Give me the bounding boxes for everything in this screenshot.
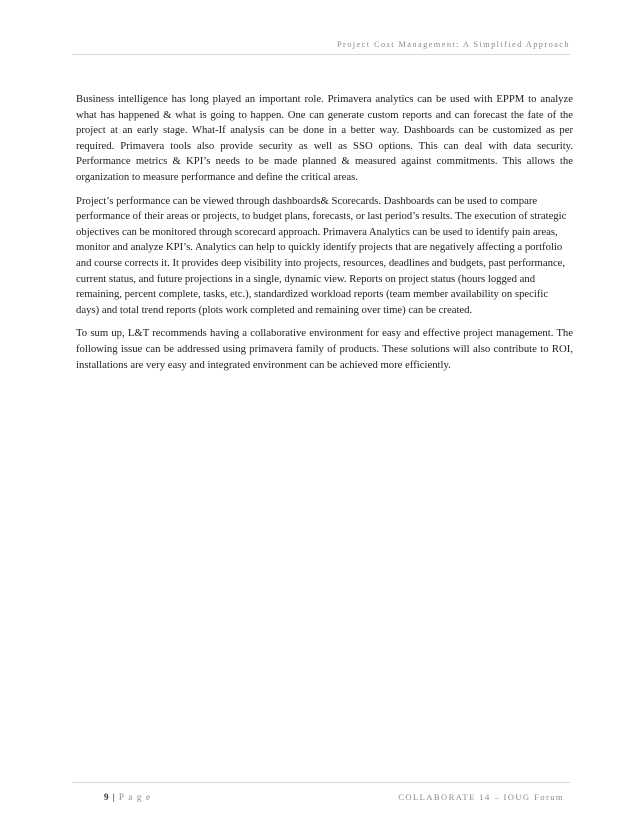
paragraph-summary: To sum up, L&T recommends having a collaborative environment for easy and effective project management. The following issue can be addressed using primavera family of products. These solutions will also contribute to ROI, installations are very easy and integrated environment can be achieved more efficiently. xyxy=(76,327,573,371)
footer-page-indicator xyxy=(104,792,151,802)
page-number: 9 xyxy=(104,792,110,802)
page-footer xyxy=(72,782,570,807)
page-label: P a g e xyxy=(118,792,152,802)
paragraph-project-performance: Project’s performance can be viewed through dashboards& Scorecards. Dashboards can be used to compare performance of their areas or projects, to budget plans, forecasts, or last period’s results. The execution of strategic objectives can be monitored through scorecard approach. Primavera Analytics can be used to identify pain areas, monitor and analyze KPI’s. Analytics can help to quickly identify projects that are negatively affecting a portfolio and course corrects it. It provides deep visibility into projects, resources, deadlines and budgets, past performance, current status, and future projections in a single, dynamic view. Reports on project status (hours logged and remaining, percent complete, tasks, etc.), standardized workload reports (team member availability on specific days) and total trend reports (plots work completed and remaining over time) can be created. xyxy=(76,194,567,316)
paragraph-business-intelligence: Business intelligence has long played an important role. Primavera analytics can be used with EPPM to analyze what has happened & what is going to happen. One can generate custom reports and can forecast the fate of the project at an early stage. What-If analysis can be done in a better way. Dashboards can be customized as per required. Primavera tools also provide security as well as SSO options. This can deal with data security. Performance metrics & KPI’s needs to be made planned & measured against commitments. This allows the organization to measure performance and define the critical areas. xyxy=(76,93,573,183)
page-header xyxy=(72,34,570,55)
footer-event: COLLABORATE 14 – IOUG Forum xyxy=(398,792,564,802)
page-body xyxy=(76,92,573,381)
header-title: Project Cost Management: A Simplified Approach xyxy=(336,40,570,49)
page-separator: | xyxy=(112,792,116,802)
